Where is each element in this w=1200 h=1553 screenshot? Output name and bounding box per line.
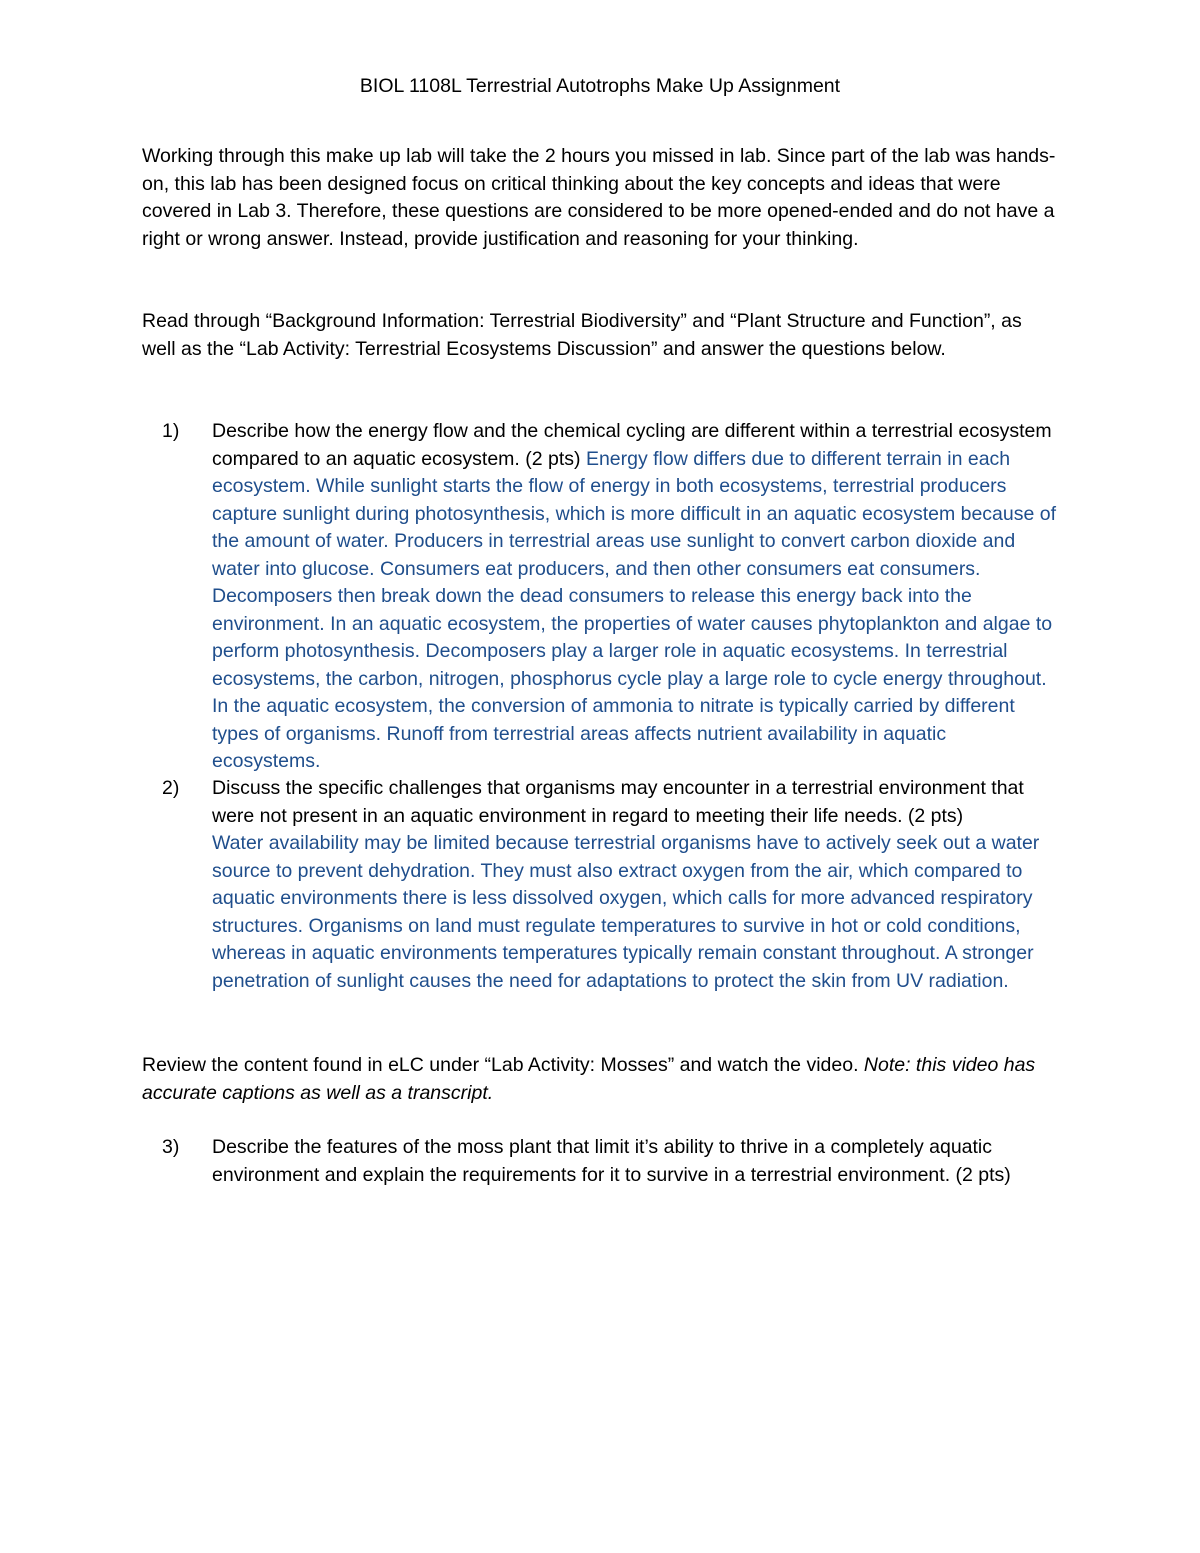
review-note: Note: this video has accurate captions as well as a transcript.	[142, 1054, 1036, 1104]
review-text: Review the content found in eLC under “Lab Activity: Mosses” and watch the video.	[142, 1054, 859, 1076]
question-prompt: Discuss the specific challenges that organisms may encounter in a terrestrial environment that were not present in an aquatic environment in regard to meeting their life needs. (2 pts)	[212, 777, 1024, 827]
question-body	[212, 418, 1057, 776]
page-title: BIOL 1108L Terrestrial Autotrophs Make Up Assignment	[359, 75, 841, 97]
question-number: 1)	[162, 420, 180, 442]
question-number: 3)	[162, 1136, 180, 1158]
question-2	[162, 775, 1057, 995]
question-3	[162, 1134, 1057, 1189]
question-number: 2)	[162, 777, 180, 799]
question-body	[212, 775, 1057, 995]
review-instruction	[142, 1052, 1057, 1107]
answer-text: Water availability may be limited because terrestrial organisms have to actively seek out a water source to prevent dehydration. They must also extract oxygen from the air, which compared to aquatic environments there is less dissolved oxygen, which calls for more advanced respiratory structures. Organisms on land must regulate temperatures to survive in hot or cold conditions, whereas in aquatic environments temperatures typically remain constant throughout. A stronger penetration of sunlight causes the need for adaptations to protect the skin from UV radiation.	[212, 832, 1040, 992]
question-body	[212, 1134, 1057, 1189]
intro-paragraph: Working through this make up lab will take the 2 hours you missed in lab. Since part of the lab was hands-on, this lab has been designed focus on critical thinking about the key concepts and ideas that were covered in Lab 3. Therefore, these questions are considered to be more opened-ended and do not have a right or wrong answer. Instead, provide justification and reasoning for your thinking.	[142, 145, 1056, 250]
question-prompt: Describe the features of the moss plant that limit it’s ability to thrive in a completely aquatic environment and explain the requirements for it to survive in a terrestrial environment. (2 pts)	[212, 1136, 1011, 1186]
read-instruction: Read through “Background Information: Terrestrial Biodiversity” and “Plant Structure and Function”, as well as the “Lab Activity: Terrestrial Ecosystems Discussion” and answer the questions below.	[142, 310, 1022, 360]
question-1	[162, 418, 1057, 776]
answer-text: Energy flow differs due to different terrain in each ecosystem. While sunlight starts the flow of energy in both ecosystems, terrestrial producers capture sunlight during photosynthesis, which is more difficult in an aquatic ecosystem because of the amount of water. Producers in terrestrial areas use sunlight to convert carbon dioxide and water into glucose. Consumers eat producers, and then other consumers eat consumers. Decomposers then break down the dead consumers to release this energy back into the environment. In an aquatic ecosystem, the properties of water causes phytoplankton and algae to perform photosynthesis. Decomposers play a larger role in aquatic ecosystems. In terrestrial ecosystems, the carbon, nitrogen, phosphorus cycle play a large role to cycle energy throughout. In the aquatic ecosystem, the conversion of ammonia to nitrate is typically carried by different types of organisms. Runoff from terrestrial areas affects nutrient availability in aquatic ecosystems.	[212, 447, 1057, 772]
question-prompt: Describe how the energy flow and the chemical cycling are different within a terrestrial ecosystem compared to an aquatic ecosystem. (2 pts)	[212, 420, 1052, 470]
